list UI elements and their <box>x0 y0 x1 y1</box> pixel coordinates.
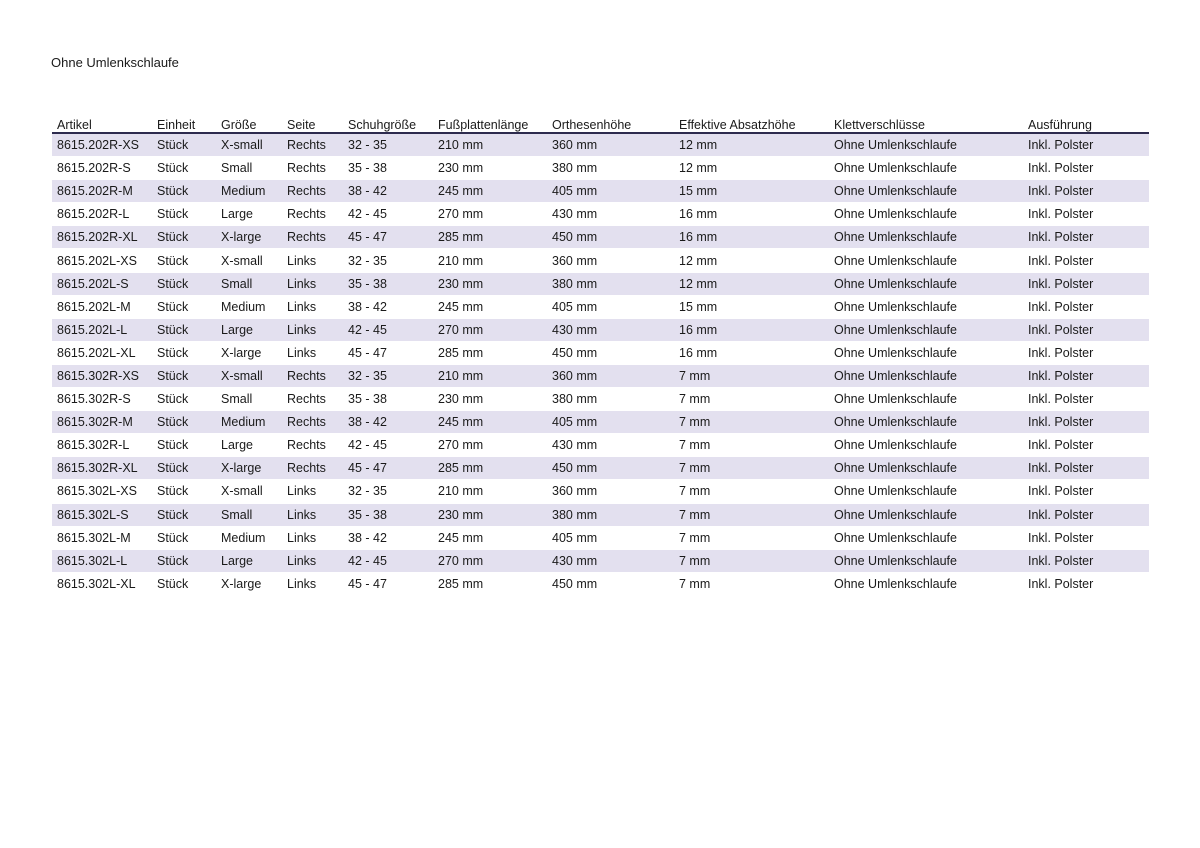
product-table <box>52 112 1149 596</box>
cell-orthesenhoehe: 450 mm <box>547 341 674 364</box>
cell-schuhgroesse: 38 - 42 <box>343 411 433 434</box>
cell-artikel: 8615.202L-S <box>52 272 152 295</box>
cell-effektive-absatzhoehe: 12 mm <box>674 249 829 272</box>
cell-seite: Links <box>282 572 343 595</box>
table-row <box>52 249 1149 272</box>
cell-groesse: X-small <box>216 364 282 387</box>
cell-ausfuehrung: Inkl. Polster <box>1023 249 1149 272</box>
cell-orthesenhoehe: 405 mm <box>547 180 674 203</box>
cell-klettverschluesse: Ohne Umlenkschlaufe <box>829 572 1023 595</box>
table-row <box>52 341 1149 364</box>
cell-groesse: X-large <box>216 572 282 595</box>
cell-fussplattenlaenge: 285 mm <box>433 457 547 480</box>
cell-ausfuehrung: Inkl. Polster <box>1023 133 1149 157</box>
cell-klettverschluesse: Ohne Umlenkschlaufe <box>829 434 1023 457</box>
cell-ausfuehrung: Inkl. Polster <box>1023 364 1149 387</box>
cell-groesse: X-large <box>216 341 282 364</box>
cell-ausfuehrung: Inkl. Polster <box>1023 388 1149 411</box>
cell-seite: Links <box>282 295 343 318</box>
cell-klettverschluesse: Ohne Umlenkschlaufe <box>829 203 1023 226</box>
table-row <box>52 411 1149 434</box>
cell-groesse: X-small <box>216 133 282 157</box>
column-header-artikel: Artikel <box>52 112 152 133</box>
cell-groesse: Small <box>216 157 282 180</box>
cell-groesse: X-large <box>216 457 282 480</box>
cell-artikel: 8615.202L-M <box>52 295 152 318</box>
cell-artikel: 8615.202L-L <box>52 318 152 341</box>
cell-orthesenhoehe: 380 mm <box>547 272 674 295</box>
column-header-ausfuehrung: Ausführung <box>1023 112 1149 133</box>
cell-fussplattenlaenge: 285 mm <box>433 572 547 595</box>
table-row <box>52 180 1149 203</box>
cell-schuhgroesse: 35 - 38 <box>343 388 433 411</box>
column-header-fussplattenlaenge: Fußplattenlänge <box>433 112 547 133</box>
product-table-container <box>52 112 1149 596</box>
cell-ausfuehrung: Inkl. Polster <box>1023 572 1149 595</box>
cell-einheit: Stück <box>152 434 216 457</box>
table-row <box>52 457 1149 480</box>
table-row <box>52 434 1149 457</box>
cell-orthesenhoehe: 430 mm <box>547 434 674 457</box>
cell-fussplattenlaenge: 270 mm <box>433 203 547 226</box>
column-header-klettverschluesse: Klettverschlüsse <box>829 112 1023 133</box>
cell-fussplattenlaenge: 245 mm <box>433 295 547 318</box>
cell-einheit: Stück <box>152 411 216 434</box>
cell-fussplattenlaenge: 210 mm <box>433 249 547 272</box>
cell-fussplattenlaenge: 285 mm <box>433 226 547 249</box>
cell-fussplattenlaenge: 270 mm <box>433 549 547 572</box>
cell-einheit: Stück <box>152 549 216 572</box>
cell-groesse: X-large <box>216 226 282 249</box>
cell-seite: Links <box>282 480 343 503</box>
cell-orthesenhoehe: 430 mm <box>547 549 674 572</box>
cell-ausfuehrung: Inkl. Polster <box>1023 457 1149 480</box>
cell-schuhgroesse: 35 - 38 <box>343 157 433 180</box>
cell-schuhgroesse: 42 - 45 <box>343 203 433 226</box>
cell-ausfuehrung: Inkl. Polster <box>1023 480 1149 503</box>
table-row <box>52 318 1149 341</box>
cell-effektive-absatzhoehe: 12 mm <box>674 133 829 157</box>
cell-ausfuehrung: Inkl. Polster <box>1023 203 1149 226</box>
cell-groesse: Medium <box>216 411 282 434</box>
cell-groesse: Large <box>216 318 282 341</box>
cell-orthesenhoehe: 360 mm <box>547 133 674 157</box>
cell-artikel: 8615.202R-L <box>52 203 152 226</box>
cell-effektive-absatzhoehe: 7 mm <box>674 364 829 387</box>
cell-effektive-absatzhoehe: 12 mm <box>674 157 829 180</box>
cell-groesse: Medium <box>216 526 282 549</box>
cell-einheit: Stück <box>152 364 216 387</box>
cell-klettverschluesse: Ohne Umlenkschlaufe <box>829 157 1023 180</box>
cell-artikel: 8615.302L-XS <box>52 480 152 503</box>
cell-klettverschluesse: Ohne Umlenkschlaufe <box>829 272 1023 295</box>
cell-artikel: 8615.302L-XL <box>52 572 152 595</box>
cell-groesse: Small <box>216 272 282 295</box>
cell-schuhgroesse: 45 - 47 <box>343 341 433 364</box>
table-row <box>52 572 1149 595</box>
cell-groesse: Large <box>216 203 282 226</box>
cell-ausfuehrung: Inkl. Polster <box>1023 226 1149 249</box>
cell-fussplattenlaenge: 270 mm <box>433 318 547 341</box>
cell-artikel: 8615.302R-XL <box>52 457 152 480</box>
cell-effektive-absatzhoehe: 15 mm <box>674 180 829 203</box>
cell-effektive-absatzhoehe: 7 mm <box>674 457 829 480</box>
table-row <box>52 295 1149 318</box>
cell-effektive-absatzhoehe: 7 mm <box>674 572 829 595</box>
cell-einheit: Stück <box>152 341 216 364</box>
table-row <box>52 549 1149 572</box>
cell-einheit: Stück <box>152 457 216 480</box>
table-row <box>52 226 1149 249</box>
column-header-einheit: Einheit <box>152 112 216 133</box>
cell-ausfuehrung: Inkl. Polster <box>1023 341 1149 364</box>
cell-seite: Rechts <box>282 411 343 434</box>
cell-klettverschluesse: Ohne Umlenkschlaufe <box>829 457 1023 480</box>
cell-artikel: 8615.302L-M <box>52 526 152 549</box>
page-title: Ohne Umlenkschlaufe <box>51 55 179 70</box>
cell-einheit: Stück <box>152 295 216 318</box>
cell-orthesenhoehe: 405 mm <box>547 526 674 549</box>
cell-fussplattenlaenge: 210 mm <box>433 480 547 503</box>
cell-orthesenhoehe: 380 mm <box>547 388 674 411</box>
cell-klettverschluesse: Ohne Umlenkschlaufe <box>829 364 1023 387</box>
column-header-effektive-absatzhoehe: Effektive Absatzhöhe <box>674 112 829 133</box>
cell-ausfuehrung: Inkl. Polster <box>1023 157 1149 180</box>
cell-fussplattenlaenge: 230 mm <box>433 388 547 411</box>
table-row <box>52 133 1149 157</box>
cell-effektive-absatzhoehe: 12 mm <box>674 272 829 295</box>
cell-einheit: Stück <box>152 226 216 249</box>
column-header-orthesenhoehe: Orthesenhöhe <box>547 112 674 133</box>
cell-effektive-absatzhoehe: 16 mm <box>674 318 829 341</box>
cell-effektive-absatzhoehe: 7 mm <box>674 434 829 457</box>
cell-fussplattenlaenge: 210 mm <box>433 133 547 157</box>
cell-effektive-absatzhoehe: 16 mm <box>674 226 829 249</box>
column-header-groesse: Größe <box>216 112 282 133</box>
cell-schuhgroesse: 38 - 42 <box>343 295 433 318</box>
cell-seite: Links <box>282 549 343 572</box>
cell-klettverschluesse: Ohne Umlenkschlaufe <box>829 318 1023 341</box>
cell-seite: Rechts <box>282 226 343 249</box>
cell-klettverschluesse: Ohne Umlenkschlaufe <box>829 180 1023 203</box>
cell-schuhgroesse: 32 - 35 <box>343 249 433 272</box>
cell-fussplattenlaenge: 210 mm <box>433 364 547 387</box>
cell-seite: Rechts <box>282 157 343 180</box>
cell-orthesenhoehe: 380 mm <box>547 157 674 180</box>
cell-einheit: Stück <box>152 480 216 503</box>
cell-effektive-absatzhoehe: 16 mm <box>674 203 829 226</box>
cell-seite: Rechts <box>282 203 343 226</box>
table-row <box>52 526 1149 549</box>
cell-klettverschluesse: Ohne Umlenkschlaufe <box>829 226 1023 249</box>
cell-effektive-absatzhoehe: 7 mm <box>674 411 829 434</box>
cell-seite: Rechts <box>282 180 343 203</box>
cell-groesse: X-small <box>216 480 282 503</box>
cell-schuhgroesse: 42 - 45 <box>343 318 433 341</box>
cell-schuhgroesse: 38 - 42 <box>343 526 433 549</box>
cell-ausfuehrung: Inkl. Polster <box>1023 272 1149 295</box>
cell-artikel: 8615.202L-XL <box>52 341 152 364</box>
cell-orthesenhoehe: 405 mm <box>547 411 674 434</box>
cell-fussplattenlaenge: 245 mm <box>433 411 547 434</box>
cell-schuhgroesse: 35 - 38 <box>343 272 433 295</box>
cell-seite: Links <box>282 526 343 549</box>
cell-orthesenhoehe: 405 mm <box>547 295 674 318</box>
table-row <box>52 157 1149 180</box>
cell-klettverschluesse: Ohne Umlenkschlaufe <box>829 341 1023 364</box>
cell-groesse: Large <box>216 434 282 457</box>
cell-artikel: 8615.202R-XL <box>52 226 152 249</box>
cell-groesse: Medium <box>216 180 282 203</box>
cell-fussplattenlaenge: 270 mm <box>433 434 547 457</box>
cell-artikel: 8615.302L-L <box>52 549 152 572</box>
table-row <box>52 480 1149 503</box>
cell-groesse: Small <box>216 503 282 526</box>
column-header-schuhgroesse: Schuhgröße <box>343 112 433 133</box>
cell-klettverschluesse: Ohne Umlenkschlaufe <box>829 549 1023 572</box>
cell-seite: Links <box>282 272 343 295</box>
cell-schuhgroesse: 42 - 45 <box>343 549 433 572</box>
cell-seite: Rechts <box>282 388 343 411</box>
cell-ausfuehrung: Inkl. Polster <box>1023 318 1149 341</box>
cell-schuhgroesse: 32 - 35 <box>343 133 433 157</box>
cell-groesse: Small <box>216 388 282 411</box>
table-row <box>52 272 1149 295</box>
cell-effektive-absatzhoehe: 7 mm <box>674 526 829 549</box>
cell-effektive-absatzhoehe: 7 mm <box>674 480 829 503</box>
cell-groesse: Large <box>216 549 282 572</box>
cell-orthesenhoehe: 450 mm <box>547 572 674 595</box>
table-row <box>52 503 1149 526</box>
cell-einheit: Stück <box>152 572 216 595</box>
cell-orthesenhoehe: 360 mm <box>547 364 674 387</box>
cell-klettverschluesse: Ohne Umlenkschlaufe <box>829 133 1023 157</box>
cell-klettverschluesse: Ohne Umlenkschlaufe <box>829 480 1023 503</box>
table-row <box>52 388 1149 411</box>
cell-einheit: Stück <box>152 388 216 411</box>
cell-einheit: Stück <box>152 272 216 295</box>
cell-schuhgroesse: 45 - 47 <box>343 457 433 480</box>
cell-einheit: Stück <box>152 318 216 341</box>
cell-schuhgroesse: 38 - 42 <box>343 180 433 203</box>
cell-ausfuehrung: Inkl. Polster <box>1023 434 1149 457</box>
cell-klettverschluesse: Ohne Umlenkschlaufe <box>829 503 1023 526</box>
cell-seite: Links <box>282 503 343 526</box>
cell-klettverschluesse: Ohne Umlenkschlaufe <box>829 411 1023 434</box>
cell-orthesenhoehe: 450 mm <box>547 226 674 249</box>
cell-seite: Rechts <box>282 434 343 457</box>
cell-einheit: Stück <box>152 249 216 272</box>
cell-ausfuehrung: Inkl. Polster <box>1023 180 1149 203</box>
cell-ausfuehrung: Inkl. Polster <box>1023 549 1149 572</box>
cell-effektive-absatzhoehe: 16 mm <box>674 341 829 364</box>
cell-seite: Rechts <box>282 457 343 480</box>
cell-artikel: 8615.302R-M <box>52 411 152 434</box>
cell-ausfuehrung: Inkl. Polster <box>1023 411 1149 434</box>
cell-ausfuehrung: Inkl. Polster <box>1023 295 1149 318</box>
cell-artikel: 8615.202R-S <box>52 157 152 180</box>
cell-seite: Links <box>282 318 343 341</box>
cell-seite: Rechts <box>282 133 343 157</box>
cell-ausfuehrung: Inkl. Polster <box>1023 526 1149 549</box>
cell-artikel: 8615.202R-XS <box>52 133 152 157</box>
cell-einheit: Stück <box>152 503 216 526</box>
cell-orthesenhoehe: 380 mm <box>547 503 674 526</box>
cell-artikel: 8615.302R-L <box>52 434 152 457</box>
cell-orthesenhoehe: 360 mm <box>547 480 674 503</box>
cell-artikel: 8615.302L-S <box>52 503 152 526</box>
cell-klettverschluesse: Ohne Umlenkschlaufe <box>829 388 1023 411</box>
table-body <box>52 133 1149 595</box>
cell-orthesenhoehe: 430 mm <box>547 203 674 226</box>
cell-orthesenhoehe: 450 mm <box>547 457 674 480</box>
cell-fussplattenlaenge: 230 mm <box>433 503 547 526</box>
table-row <box>52 203 1149 226</box>
cell-artikel: 8615.302R-XS <box>52 364 152 387</box>
cell-effektive-absatzhoehe: 15 mm <box>674 295 829 318</box>
cell-artikel: 8615.202R-M <box>52 180 152 203</box>
cell-fussplattenlaenge: 285 mm <box>433 341 547 364</box>
cell-orthesenhoehe: 360 mm <box>547 249 674 272</box>
table-header-row <box>52 112 1149 133</box>
cell-schuhgroesse: 42 - 45 <box>343 434 433 457</box>
cell-seite: Links <box>282 249 343 272</box>
cell-einheit: Stück <box>152 526 216 549</box>
cell-einheit: Stück <box>152 203 216 226</box>
cell-einheit: Stück <box>152 133 216 157</box>
cell-schuhgroesse: 35 - 38 <box>343 503 433 526</box>
cell-klettverschluesse: Ohne Umlenkschlaufe <box>829 526 1023 549</box>
cell-fussplattenlaenge: 230 mm <box>433 272 547 295</box>
column-header-seite: Seite <box>282 112 343 133</box>
cell-groesse: X-small <box>216 249 282 272</box>
cell-effektive-absatzhoehe: 7 mm <box>674 503 829 526</box>
cell-einheit: Stück <box>152 180 216 203</box>
cell-seite: Links <box>282 341 343 364</box>
cell-schuhgroesse: 45 - 47 <box>343 572 433 595</box>
cell-seite: Rechts <box>282 364 343 387</box>
cell-artikel: 8615.202L-XS <box>52 249 152 272</box>
cell-fussplattenlaenge: 230 mm <box>433 157 547 180</box>
cell-ausfuehrung: Inkl. Polster <box>1023 503 1149 526</box>
cell-artikel: 8615.302R-S <box>52 388 152 411</box>
cell-groesse: Medium <box>216 295 282 318</box>
cell-orthesenhoehe: 430 mm <box>547 318 674 341</box>
cell-einheit: Stück <box>152 157 216 180</box>
cell-schuhgroesse: 45 - 47 <box>343 226 433 249</box>
cell-effektive-absatzhoehe: 7 mm <box>674 388 829 411</box>
table-row <box>52 364 1149 387</box>
cell-fussplattenlaenge: 245 mm <box>433 180 547 203</box>
cell-klettverschluesse: Ohne Umlenkschlaufe <box>829 249 1023 272</box>
cell-effektive-absatzhoehe: 7 mm <box>674 549 829 572</box>
cell-fussplattenlaenge: 245 mm <box>433 526 547 549</box>
cell-schuhgroesse: 32 - 35 <box>343 364 433 387</box>
cell-schuhgroesse: 32 - 35 <box>343 480 433 503</box>
cell-klettverschluesse: Ohne Umlenkschlaufe <box>829 295 1023 318</box>
